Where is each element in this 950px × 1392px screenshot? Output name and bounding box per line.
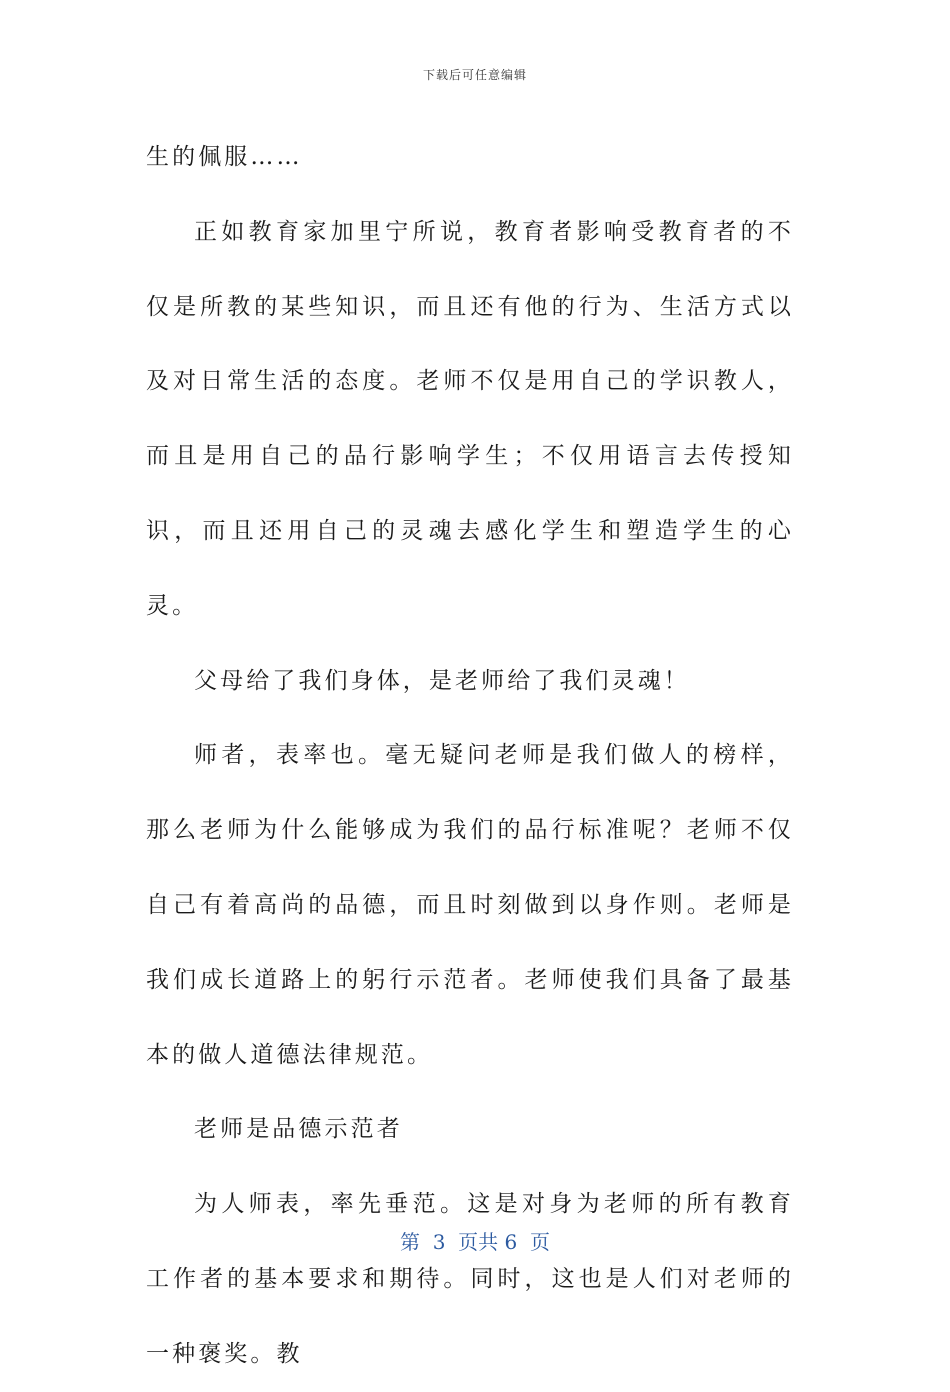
paragraph-5: 为人师表，率先垂范。这是对身为老师的所有教育工作者的基本要求和期待。同时，这也是人们对老师的一种褒奖。教: [146, 1191, 794, 1367]
section-heading: 老师是品德示范者: [194, 1116, 403, 1143]
paragraph-1: 生的佩服……: [146, 144, 303, 170]
paragraph-3: 父母给了我们身体，是老师给了我们灵魂！: [194, 667, 690, 694]
paragraph-2: 正如教育家加里宁所说，教育者影响受教育者的不仅是所教的某些知识，而且还有他的行为、生活方式以及对日常生活的态度。老师不仅是用自己的学识教人，而且是用自己的品行影响学生；不仅用语言去传授知识，而且还用自己的灵魂去感化学生和塑造学生的心灵。: [146, 218, 794, 619]
paragraph-4: 师者，表率也。毫无疑问老师是我们做人的榜样，那么老师为什么能够成为我们的品行标准呢？老师不仅自己有着高尚的品德，而且时刻做到以身作则。老师是我们成长道路上的躬行示范者。老师使我们具备了最基本的做人道德法律规范。: [146, 742, 794, 1068]
page-number-footer: 第 3 页共 6 页: [400, 1230, 550, 1254]
document-body: [146, 120, 794, 1392]
page-header: 下载后可任意编辑: [422, 68, 527, 82]
